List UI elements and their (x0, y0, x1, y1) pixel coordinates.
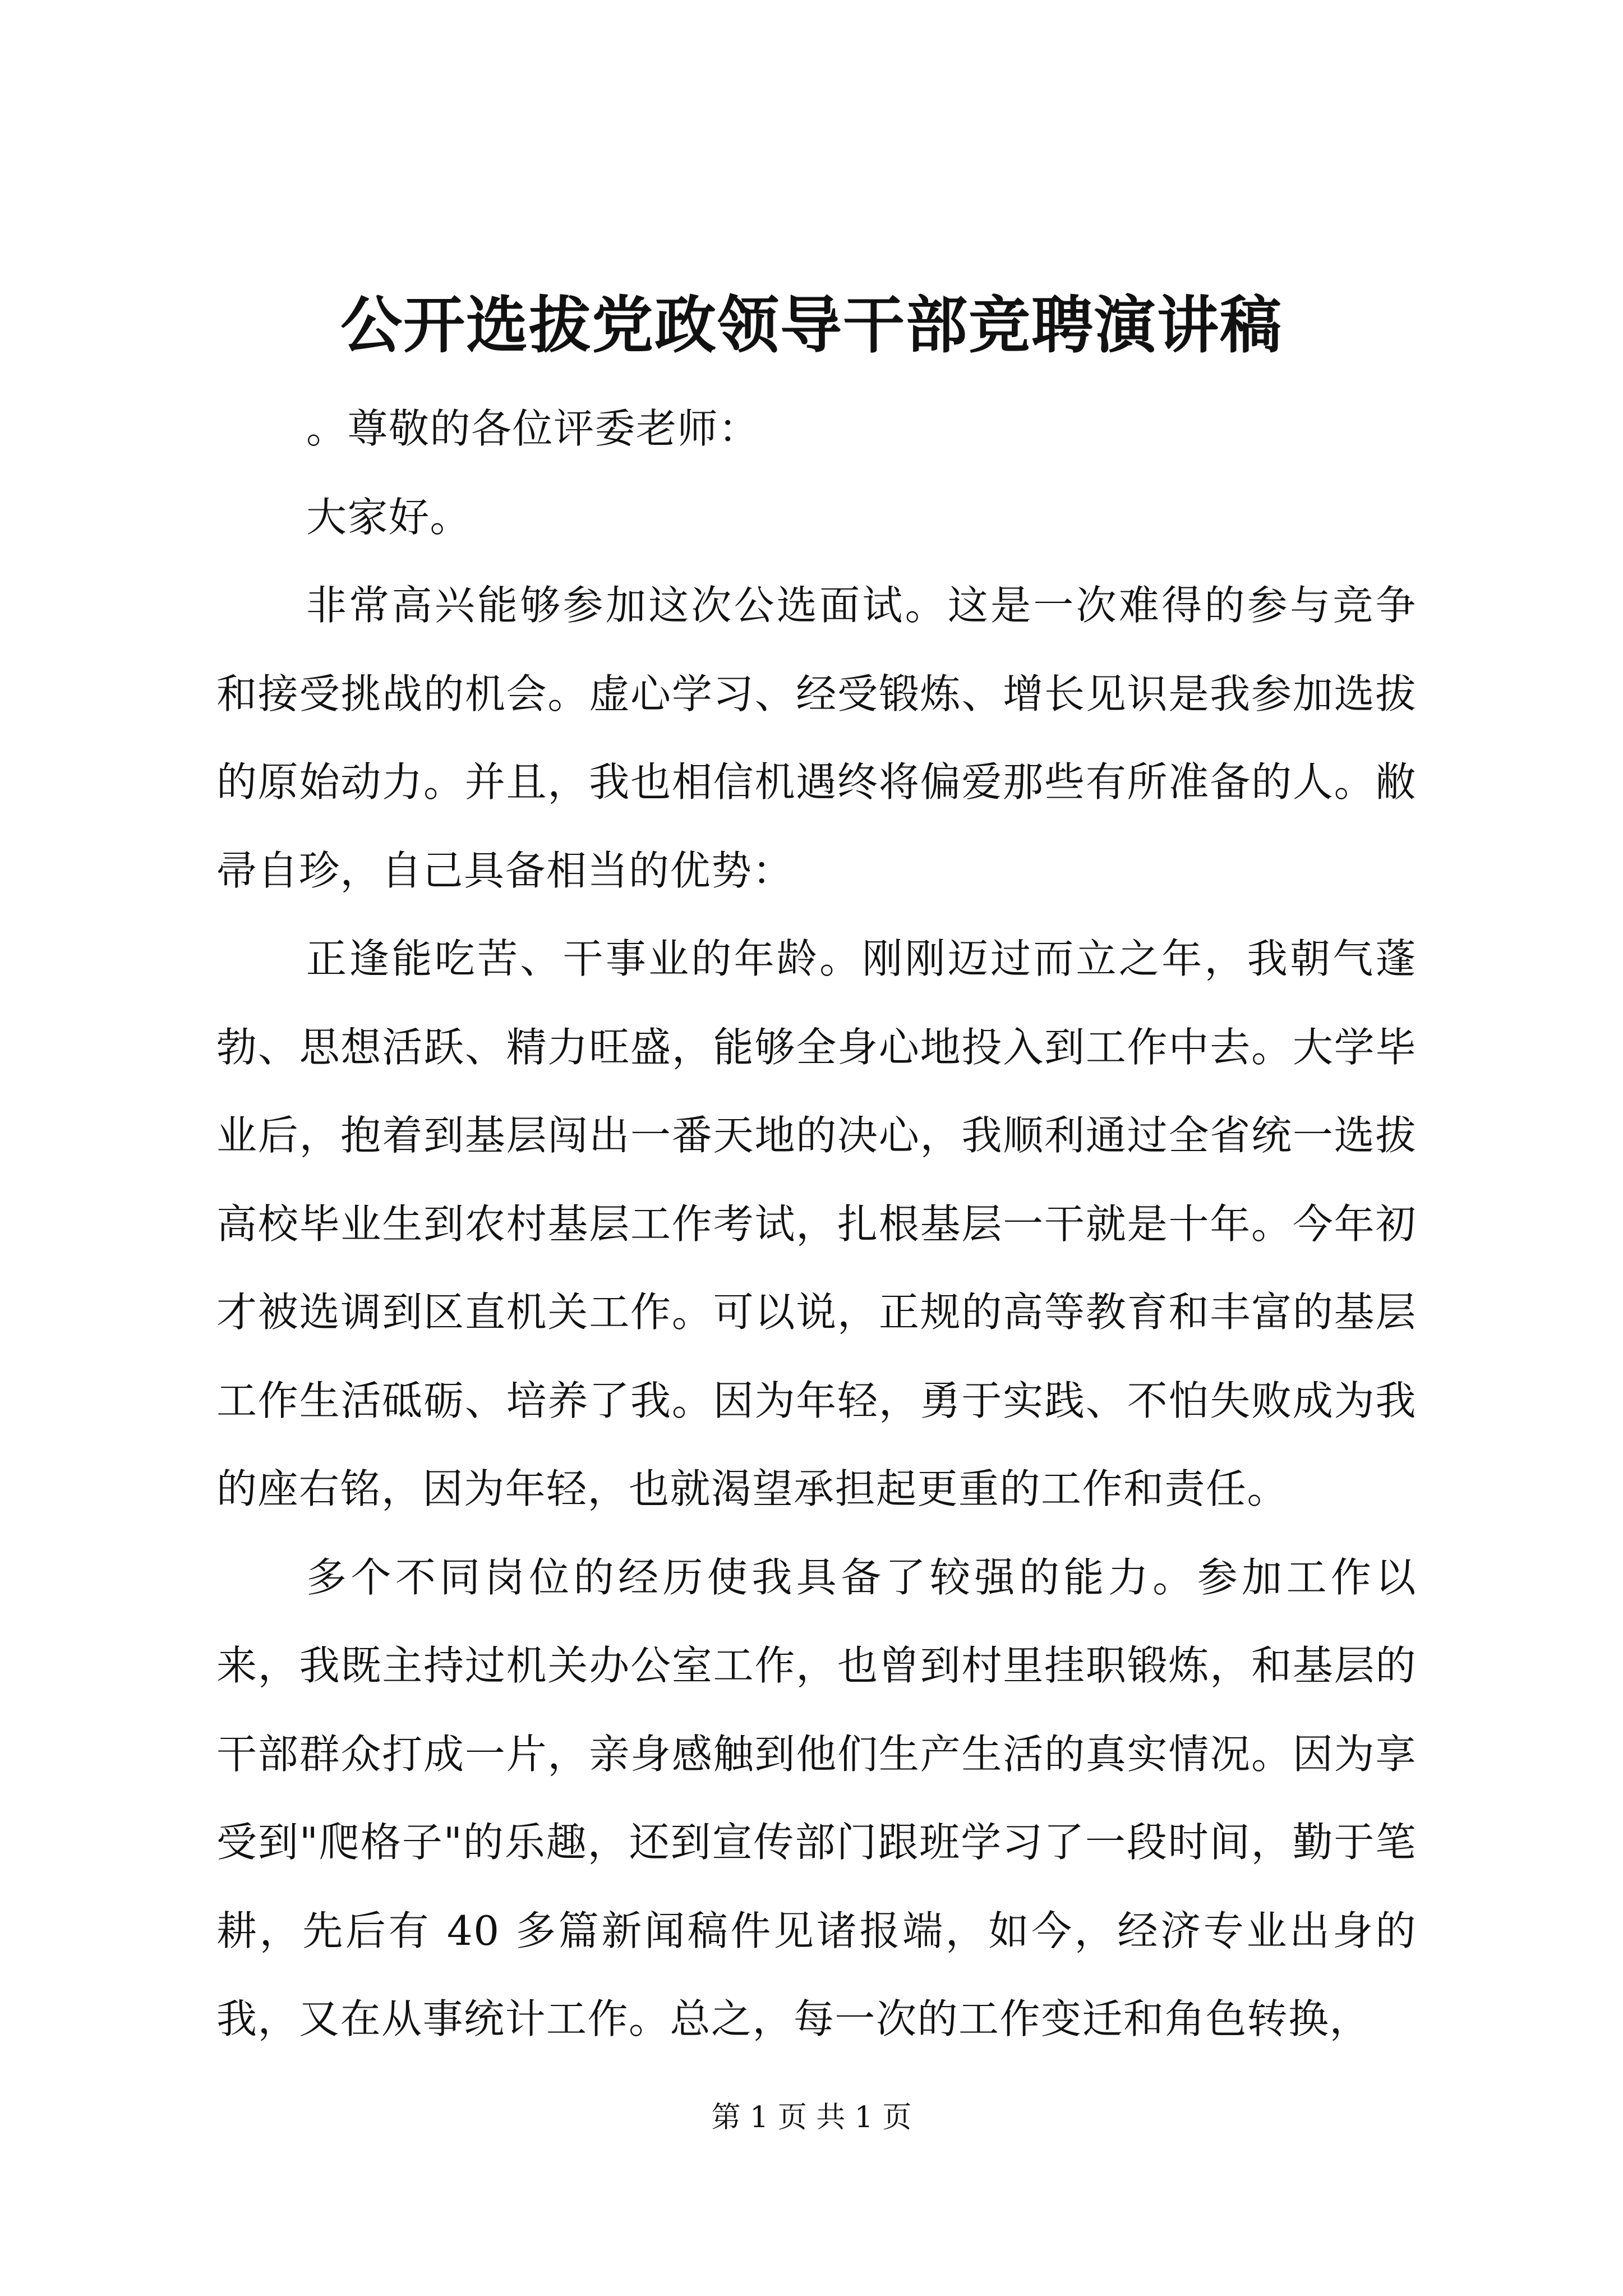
body-paragraph: 多个不同岗位的经历使我具备了较强的能力。参加工作以来，我既主持过机关办公室工作，也曾到村里挂职锻炼，和基层的干部群众打成一片，亲身感触到他们生产生活的真实情况。因为享受到"爬格子"的乐趣，还到宣传部门跟班学习了一段时间，勤于笔耕，先后有 40 多篇新闻稿件见诸报端，如今，经济专业出身的我，又在从事统计工作。总之，每一次的工作变迁和角色转换， (216, 1553, 1417, 2042)
body-paragraph: 非常高兴能够参加这次公选面试。这是一次难得的参与竞争和接受挑战的机会。虚心学习、经受锻炼、增长见识是我参加选拔的原始动力。并且，我也相信机遇终将偏爱那些有所准备的人。敝帚自珍，自己具备相当的优势： (216, 582, 1417, 894)
greeting-paragraph: 大家好。 (306, 493, 472, 541)
body-paragraph: 正逢能吃苦、干事业的年龄。刚刚迈过而立之年，我朝气蓬勃、思想活跃、精力旺盛，能够全身心地投入到工作中去。大学毕业后，抱着到基层闯出一番天地的决心，我顺利通过全省统一选拔高校毕业生到农村基层工作考试，扎根基层一干就是十年。今年初才被选调到区直机关工作。可以说，正规的高等教育和丰富的基层工作生活砥砺、培养了我。因为年轻，勇于实践、不怕失败成为我的座右铭，因为年轻，也就渴望承担起更重的工作和责任。 (216, 935, 1417, 1512)
document-title: 公开选拔党政领导干部竞聘演讲稿 (340, 289, 1283, 361)
page-number-footer: 第 1 页 共 1 页 (711, 2101, 912, 2134)
salutation-paragraph: 。尊敬的各位评委老师： (306, 405, 760, 452)
document-body (216, 385, 1417, 2064)
